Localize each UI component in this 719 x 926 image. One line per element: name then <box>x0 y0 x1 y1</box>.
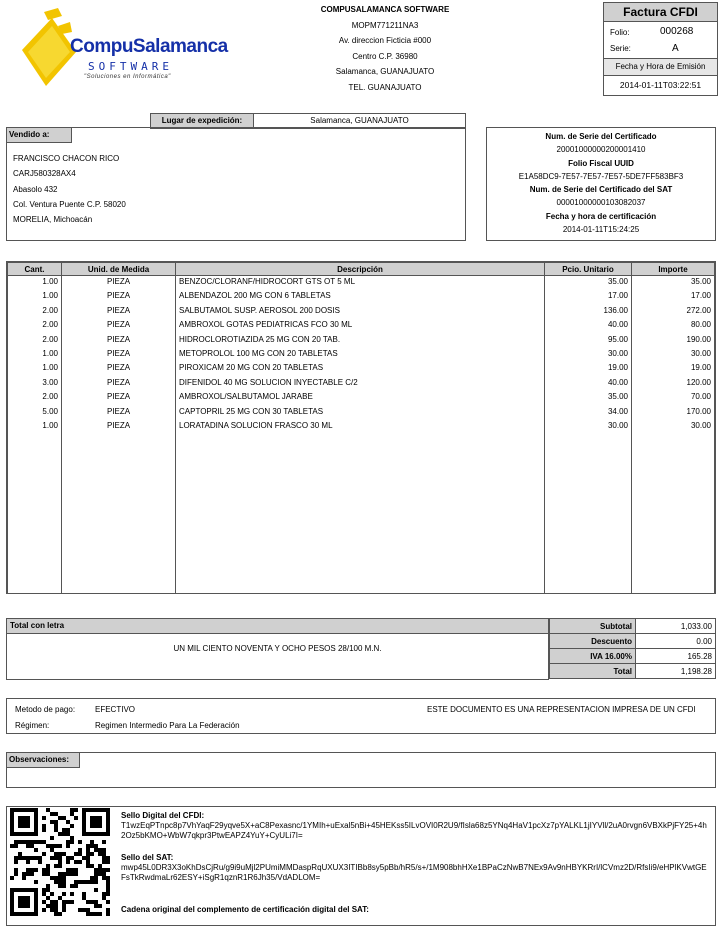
lugar-label: Lugar de expedición: <box>150 113 254 129</box>
items-table-box <box>6 261 716 594</box>
item-precio: 40.00 <box>545 319 632 333</box>
table-row <box>8 348 715 362</box>
sello-sat-value: mwp45L0DR3X3oKhDsCjRu/g9i9uMjl2PUmiMMDaspRqUXUX3ITIBb8sy5pBb/hR5/s+/1M908bhHXe1BPaCzNwB7NEx9Av9nHBYKRrI/lCVmz2D/RfsIi9/eHPlKVwtGEFsTkRwdmaLr62ESY+iSgR1qznR1R6Jh35/VdADLOM= <box>121 863 707 882</box>
logo-name: CompuSalamanca <box>70 36 228 57</box>
item-unidad: PIEZA <box>62 305 176 319</box>
item-importe: 19.00 <box>632 362 715 376</box>
table-row <box>8 334 715 348</box>
regimen-value: Regimen Intermedio Para La Federación <box>95 721 240 730</box>
cert-fecha-label: Fecha y hora de certificación <box>545 211 657 221</box>
regimen-label: Régimen: <box>15 721 50 730</box>
table-row <box>8 290 715 304</box>
cliente-calle: Abasolo 432 <box>13 184 58 194</box>
fecha-emision-value: 2014-01-11T03:22:51 <box>619 80 702 90</box>
col-descripcion: Descripción <box>176 263 545 276</box>
company-info <box>300 2 470 95</box>
item-unidad: PIEZA <box>62 362 176 376</box>
item-unidad: PIEZA <box>62 290 176 304</box>
item-importe: 170.00 <box>632 406 715 420</box>
item-importe: 30.00 <box>632 348 715 362</box>
subtotal-label: Subtotal <box>550 619 636 634</box>
item-importe: 70.00 <box>632 391 715 405</box>
subtotal-value: 1,033.00 <box>636 619 716 634</box>
qr-code-icon <box>10 808 110 916</box>
item-unidad: PIEZA <box>62 319 176 333</box>
company-name: COMPUSALAMANCA SOFTWARE <box>320 5 450 14</box>
total-value: 1,198.28 <box>636 664 716 679</box>
items-table <box>7 262 715 593</box>
item-precio: 30.00 <box>545 420 632 434</box>
certificado-box <box>486 127 716 241</box>
table-row <box>8 420 715 434</box>
serie-label: Serie: <box>610 44 631 53</box>
factura-box <box>603 2 718 96</box>
folio-label: Folio: <box>610 28 630 37</box>
item-precio: 40.00 <box>545 377 632 391</box>
logo-subname: SOFTWARE <box>88 60 173 73</box>
cert-serie-label: Num. de Serie del Certificado <box>545 132 657 141</box>
item-importe: 120.00 <box>632 377 715 391</box>
item-importe: 272.00 <box>632 305 715 319</box>
item-cant: 2.00 <box>8 391 62 405</box>
item-precio: 136.00 <box>545 305 632 319</box>
item-precio: 17.00 <box>545 290 632 304</box>
item-unidad: PIEZA <box>62 276 176 291</box>
item-precio: 35.00 <box>545 391 632 405</box>
item-cant: 3.00 <box>8 377 62 391</box>
factura-title: Factura CFDI <box>604 3 717 22</box>
item-cant: 1.00 <box>8 362 62 376</box>
company-address: Av. direccion Ficticia #000 <box>338 36 432 45</box>
logo-tagline: "Soluciones en Informática" <box>84 74 171 80</box>
items-body <box>8 276 715 594</box>
pago-box <box>6 698 716 734</box>
sello-cfdi-value: T1wzEqPTnpc8p7VhYaqF29yqve5X+aC8Pexasnc/1YMIh+uExal5nBi+45HEKss5ILvOVI0R2U9/fIsla68z5YNq4HaV1pcXz7pYALKL1jIYVll/2uA0rvgn6VBXkPjFY25+4h2Oz5bKMO+WbW7qkpr3PtwEAPZ4YuY+CyULi7I= <box>121 821 707 840</box>
vendido-box <box>6 127 466 241</box>
cliente-nombre: FRANCISCO CHACON RICO <box>13 154 120 163</box>
representacion-nota: ESTE DOCUMENTO ES UNA REPRESENTACION IMPRESA DE UN CFDI <box>427 705 696 714</box>
item-descripcion: METOPROLOL 100 MG CON 20 TABLETAS <box>176 348 545 362</box>
uuid-label: Folio Fiscal UUID <box>568 158 634 168</box>
total-letra-box <box>6 618 549 680</box>
col-unidad: Unid. de Medida <box>62 263 176 276</box>
cert-sat-label: Num. de Serie del Certificado del SAT <box>529 185 673 195</box>
company-logo <box>14 8 228 90</box>
item-precio: 95.00 <box>545 334 632 348</box>
table-row <box>8 391 715 405</box>
item-cant: 2.00 <box>8 319 62 333</box>
item-cant: 5.00 <box>8 406 62 420</box>
item-precio: 30.00 <box>545 348 632 362</box>
item-cant: 2.00 <box>8 334 62 348</box>
item-precio: 35.00 <box>545 276 632 291</box>
cert-fecha-value: 2014-01-11T15:24:25 <box>562 225 640 235</box>
item-unidad: PIEZA <box>62 406 176 420</box>
cert-sat-value: 00001000000103082037 <box>556 198 646 208</box>
total-letra-value: UN MIL CIENTO NOVENTA Y OCHO PESOS 28/100 M.N. <box>173 644 382 653</box>
item-descripcion: CAPTOPRIL 25 MG CON 30 TABLETAS <box>176 406 545 420</box>
item-cant: 1.00 <box>8 348 62 362</box>
cliente-rfc: CARJ580328AX4 <box>13 169 76 179</box>
metodo-value: EFECTIVO <box>95 705 136 714</box>
descuento-label: Descuento <box>550 634 636 649</box>
descuento-value: 0.00 <box>636 634 716 649</box>
item-importe: 80.00 <box>632 319 715 333</box>
item-descripcion: ALBENDAZOL 200 MG CON 6 TABLETAS <box>176 290 545 304</box>
item-precio: 19.00 <box>545 362 632 376</box>
item-descripcion: HIDROCLOROTIAZIDA 25 MG CON 20 TAB. <box>176 334 545 348</box>
iva-value: 165.28 <box>636 649 716 664</box>
col-precio: Pcio. Unitario <box>545 263 632 276</box>
vendido-label: Vendido a: <box>7 128 72 143</box>
cadena-original-label: Cadena original del complemento de certificación digital del SAT: <box>121 905 369 914</box>
item-precio: 34.00 <box>545 406 632 420</box>
lugar-value: Salamanca, GUANAJUATO <box>253 113 466 129</box>
table-row <box>8 377 715 391</box>
item-importe: 30.00 <box>632 420 715 434</box>
folio-value: 000268 <box>660 26 694 37</box>
item-importe: 190.00 <box>632 334 715 348</box>
item-descripcion: DIFENIDOL 40 MG SOLUCION INYECTABLE C/2 <box>176 377 545 391</box>
item-unidad: PIEZA <box>62 334 176 348</box>
item-unidad: PIEZA <box>62 391 176 405</box>
table-row <box>8 305 715 319</box>
company-rfc: MOPM771211NA3 <box>351 20 419 30</box>
cliente-colonia: Col. Ventura Puente C.P. 58020 <box>13 199 126 209</box>
table-row <box>8 362 715 376</box>
total-letra-label: Total con letra <box>7 619 548 634</box>
item-cant: 1.00 <box>8 420 62 434</box>
item-descripcion: BENZOC/CLORANF/HIDROCORT GTS OT 5 ML <box>176 276 545 291</box>
col-cant: Cant. <box>8 263 62 276</box>
item-importe: 17.00 <box>632 290 715 304</box>
totals-box <box>549 618 716 679</box>
cliente-ciudad: MORELIA, Michoacán <box>13 215 93 225</box>
item-unidad: PIEZA <box>62 377 176 391</box>
uuid-value: E1A58DC9-7E57-7E57-7E57-5DE7FF583BF3 <box>518 171 684 181</box>
serie-value: A <box>672 43 679 54</box>
col-importe: Importe <box>632 263 715 276</box>
company-tel: TEL. GUANAJUATO <box>348 82 422 92</box>
iva-label: IVA 16.00% <box>550 649 636 664</box>
table-row <box>8 319 715 333</box>
item-unidad: PIEZA <box>62 420 176 434</box>
fecha-emision-label: Fecha y Hora de Emisión <box>604 59 717 76</box>
metodo-label: Metodo de pago: <box>15 705 76 714</box>
table-row <box>8 276 715 291</box>
table-filler-row <box>8 434 715 593</box>
item-descripcion: PIROXICAM 20 MG CON 20 TABLETAS <box>176 362 545 376</box>
items-header-row <box>8 263 715 276</box>
company-city: Salamanca, GUANAJUATO <box>335 67 435 76</box>
sello-cfdi-label: Sello Digital del CFDI: <box>121 811 205 820</box>
company-centro: Centro C.P. 36980 <box>352 51 418 61</box>
item-descripcion: SALBUTAMOL SUSP. AEROSOL 200 DOSIS <box>176 305 545 319</box>
item-cant: 1.00 <box>8 276 62 291</box>
observaciones-box <box>6 752 716 788</box>
item-unidad: PIEZA <box>62 348 176 362</box>
observaciones-label: Observaciones: <box>7 753 80 768</box>
item-cant: 1.00 <box>8 290 62 304</box>
item-importe: 35.00 <box>632 276 715 291</box>
total-label: Total <box>550 664 636 679</box>
item-descripcion: AMBROXOL/SALBUTAMOL JARABE <box>176 391 545 405</box>
sello-sat-label: Sello del SAT: <box>121 853 174 862</box>
item-descripcion: AMBROXOL GOTAS PEDIATRICAS FCO 30 ML <box>176 319 545 333</box>
item-descripcion: LORATADINA SOLUCION FRASCO 30 ML <box>176 420 545 434</box>
table-row <box>8 406 715 420</box>
cert-serie-value: 20001000000200001410 <box>556 145 646 155</box>
item-cant: 2.00 <box>8 305 62 319</box>
